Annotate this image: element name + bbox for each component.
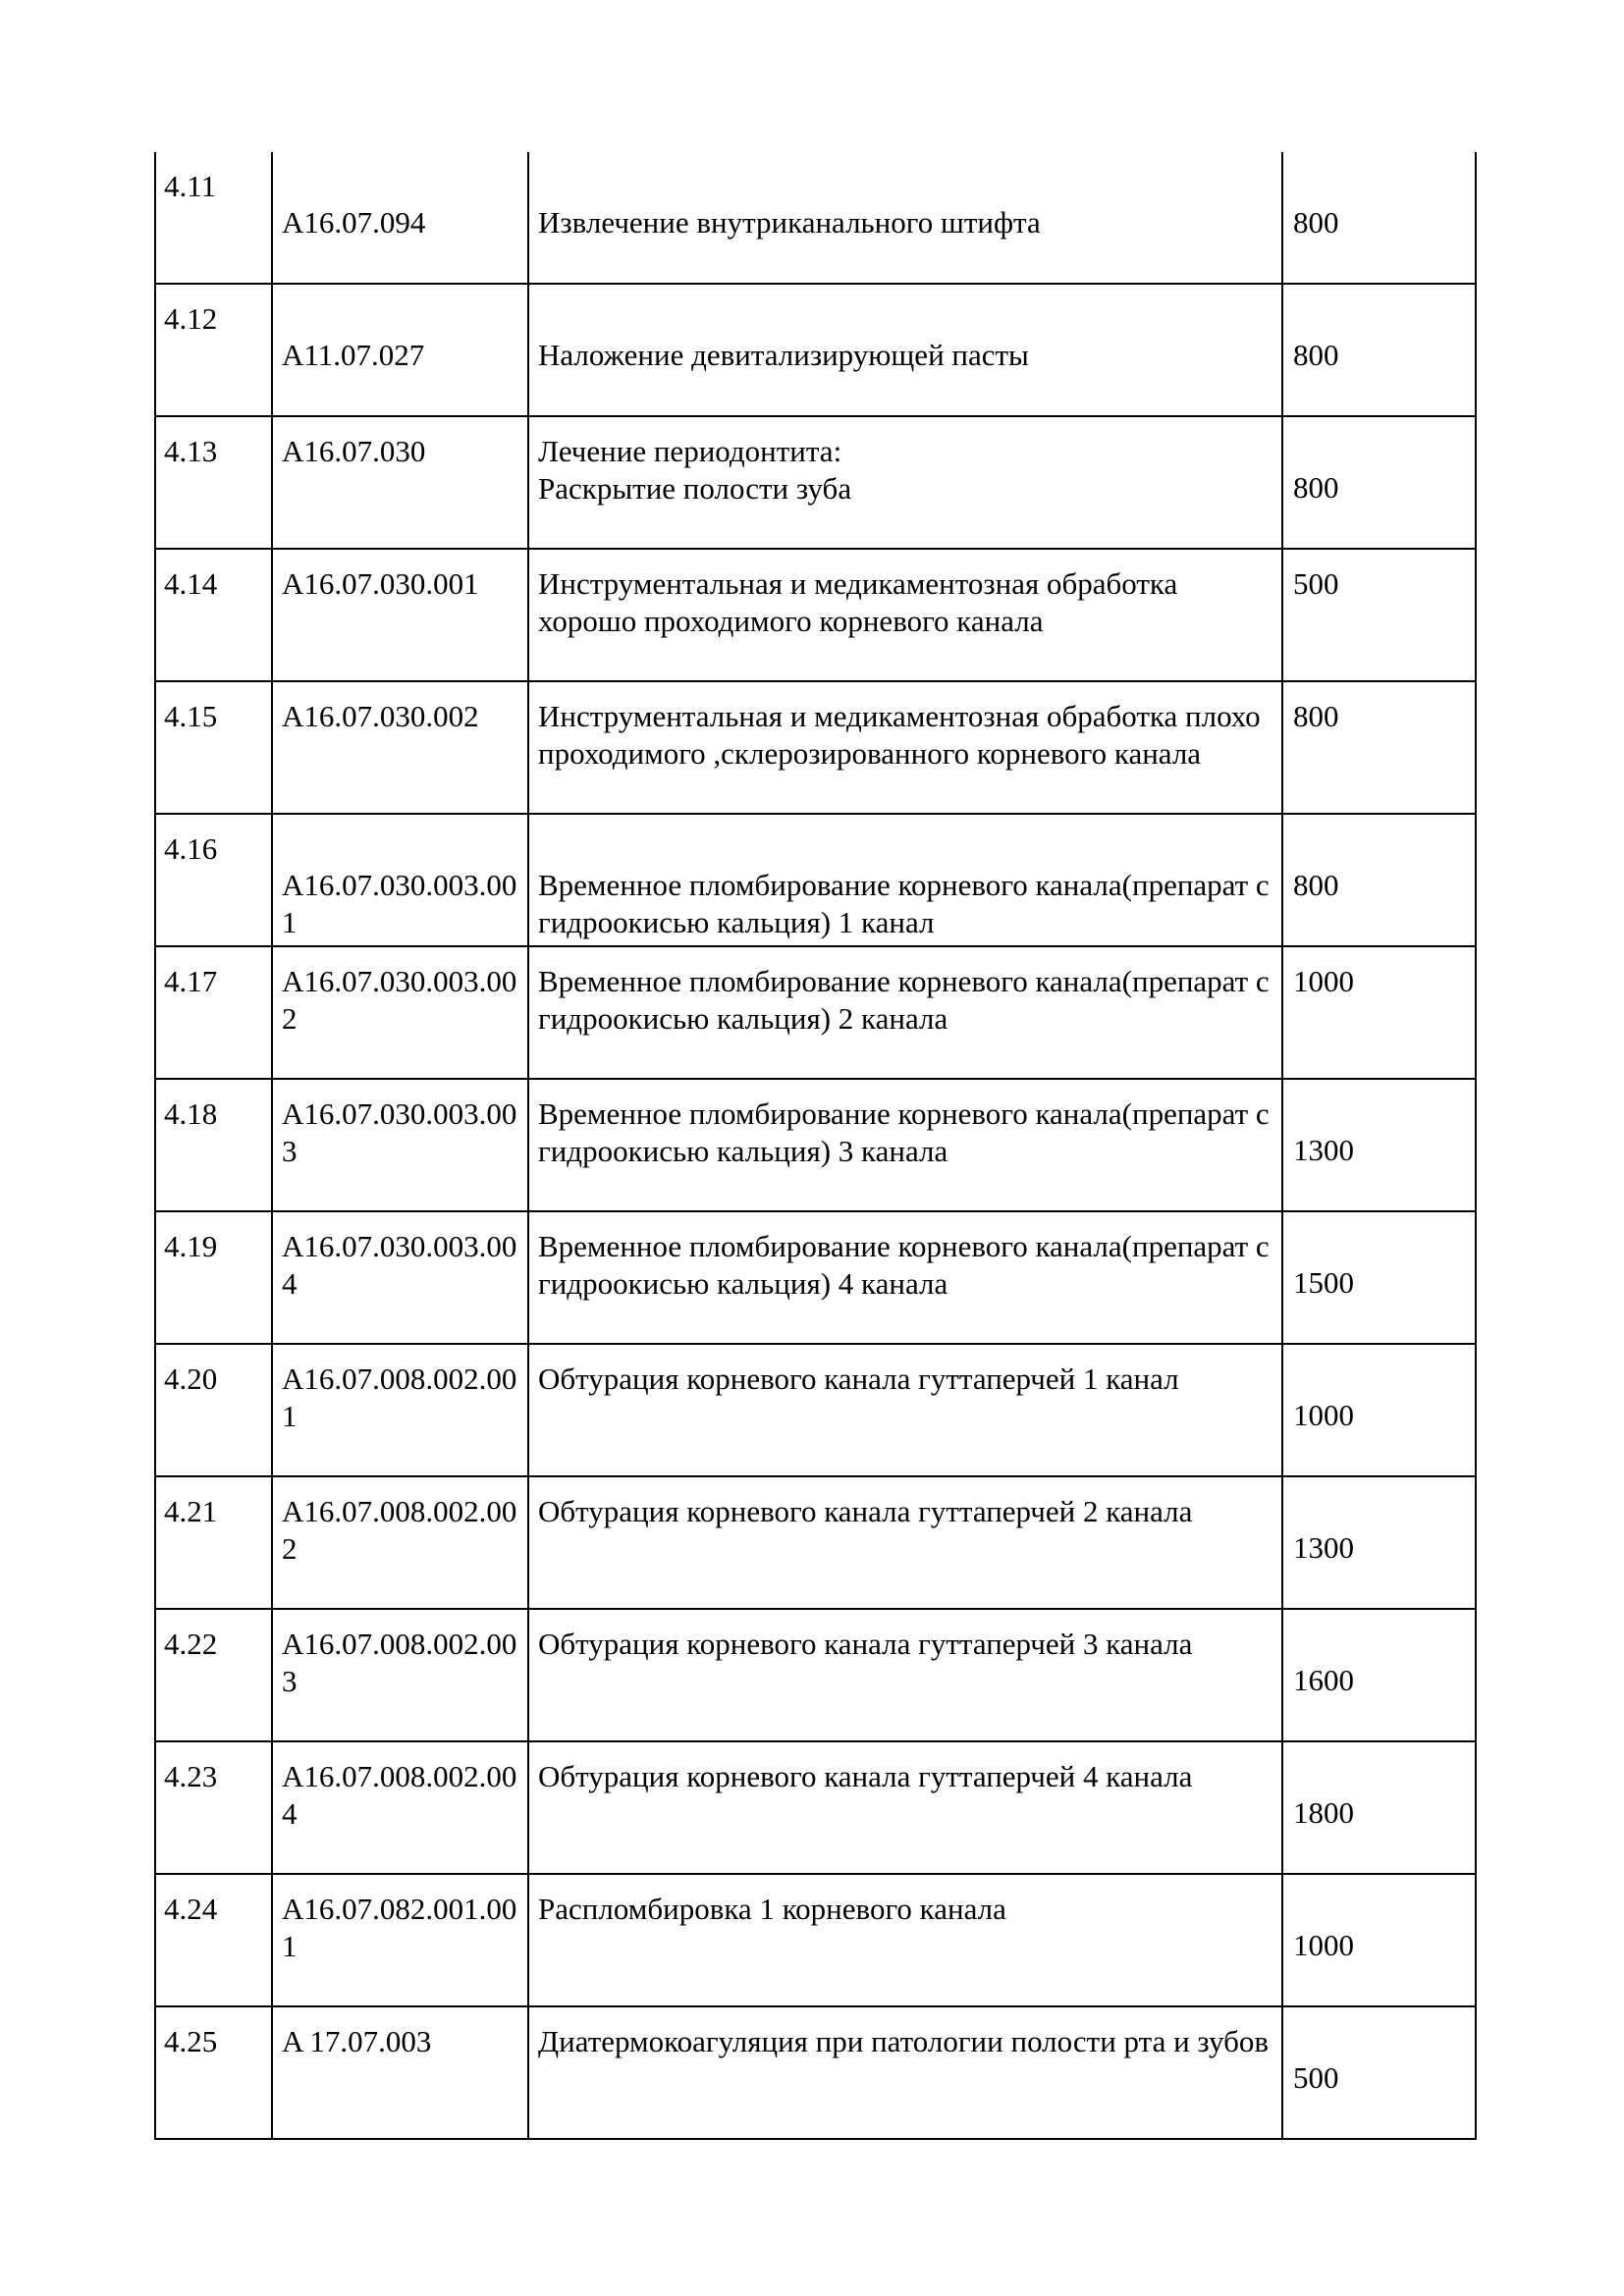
service-price: 800 — [1293, 699, 1339, 733]
service-price: 1300 — [1293, 1530, 1354, 1565]
row-number: 4.17 — [164, 964, 218, 998]
service-price: 800 — [1293, 205, 1339, 240]
service-price: 1800 — [1293, 1795, 1354, 1830]
price-table — [154, 152, 1477, 2140]
service-name: Лечение периодонтита: Раскрытие полости зуба — [538, 434, 852, 506]
row-number: 4.20 — [164, 1362, 218, 1396]
table-row — [154, 815, 1477, 947]
row-divider — [154, 2138, 1477, 2140]
row-number: 4.24 — [164, 1892, 218, 1926]
service-price: 800 — [1293, 338, 1339, 372]
row-number: 4.12 — [164, 301, 218, 336]
table-row — [154, 1477, 1477, 1610]
table-row — [154, 682, 1477, 815]
service-name: Инструментальная и медикаментозная обработка плохо проходимого ,склерозированного корневого канала — [538, 699, 1261, 771]
service-price: 1300 — [1293, 1133, 1354, 1167]
table-row — [154, 1742, 1477, 1875]
service-code: A16.07.030.002 — [282, 699, 479, 733]
service-name: Диатермокоагуляция при патологии полости рта и зубов — [538, 2024, 1270, 2058]
service-name: Обтурация корневого канала гуттаперчей 4 канала — [538, 1759, 1193, 1793]
row-number: 4.15 — [164, 699, 218, 733]
row-number: 4.11 — [164, 169, 217, 203]
service-code: A16.07.082.001.001 — [282, 1892, 517, 1963]
service-code: A16.07.030.001 — [282, 566, 479, 601]
service-code: A 17.07.003 — [282, 2024, 432, 2058]
service-price: 800 — [1293, 868, 1339, 902]
row-number: 4.16 — [164, 831, 218, 866]
table-row — [154, 152, 1477, 285]
service-code: A16.07.030.003.001 — [282, 868, 517, 939]
row-number: 4.18 — [164, 1096, 218, 1131]
service-price: 1000 — [1293, 1928, 1354, 1962]
service-name: Временное пломбирование корневого канала(препарат с гидроокисью кальция) 3 канала — [538, 1096, 1270, 1168]
table-row — [154, 1345, 1477, 1477]
service-name: Временное пломбирование корневого канала(препарат с гидроокисью кальция) 4 канала — [538, 1229, 1270, 1301]
row-number: 4.23 — [164, 1759, 218, 1793]
service-code: A16.07.030 — [282, 434, 426, 468]
service-price: 500 — [1293, 566, 1339, 601]
service-code: A16.07.030.003.002 — [282, 964, 517, 1036]
service-code: A16.07.008.002.001 — [282, 1362, 517, 1433]
row-number: 4.14 — [164, 566, 218, 601]
table-row — [154, 417, 1477, 550]
service-code: A16.07.008.002.002 — [282, 1494, 517, 1566]
table-row — [154, 2007, 1477, 2140]
row-number: 4.25 — [164, 2024, 218, 2058]
row-number: 4.21 — [164, 1494, 218, 1528]
service-price: 800 — [1293, 470, 1339, 505]
service-name: Временное пломбирование корневого канала(препарат с гидроокисью кальция) 2 канала — [538, 964, 1270, 1036]
service-code: A16.07.030.003.003 — [282, 1096, 517, 1168]
table-row — [154, 1212, 1477, 1345]
service-price: 1500 — [1293, 1265, 1354, 1300]
service-code: A16.07.030.003.004 — [282, 1229, 517, 1301]
table-row — [154, 1875, 1477, 2007]
service-name: Обтурация корневого канала гуттаперчей 3 канала — [538, 1627, 1193, 1661]
table-row — [154, 550, 1477, 682]
row-number: 4.19 — [164, 1229, 218, 1263]
service-price: 1000 — [1293, 1398, 1354, 1432]
row-number: 4.13 — [164, 434, 218, 468]
service-name: Инструментальная и медикаментозная обработка хорошо проходимого корневого канала — [538, 566, 1178, 638]
service-name: Наложение девитализирующей пасты — [538, 338, 1029, 372]
service-code: A11.07.027 — [282, 338, 425, 372]
service-name: Обтурация корневого канала гуттаперчей 1 канал — [538, 1362, 1179, 1396]
service-name: Обтурация корневого канала гуттаперчей 2 канала — [538, 1494, 1193, 1528]
service-code: A16.07.094 — [282, 205, 426, 240]
table-row — [154, 1610, 1477, 1742]
row-number: 4.22 — [164, 1627, 218, 1661]
table-row — [154, 285, 1477, 417]
service-name: Извлечение внутриканального штифта — [538, 205, 1041, 240]
table-row — [154, 1080, 1477, 1212]
service-name: Распломбировка 1 корневого канала — [538, 1892, 1006, 1926]
service-price: 500 — [1293, 2060, 1339, 2095]
service-code: A16.07.008.002.004 — [282, 1759, 517, 1831]
service-name: Временное пломбирование корневого канала(препарат с гидроокисью кальция) 1 канал — [538, 868, 1270, 939]
service-price: 1600 — [1293, 1663, 1354, 1697]
service-code: A16.07.008.002.003 — [282, 1627, 517, 1698]
table-row — [154, 947, 1477, 1080]
service-price: 1000 — [1293, 964, 1354, 998]
